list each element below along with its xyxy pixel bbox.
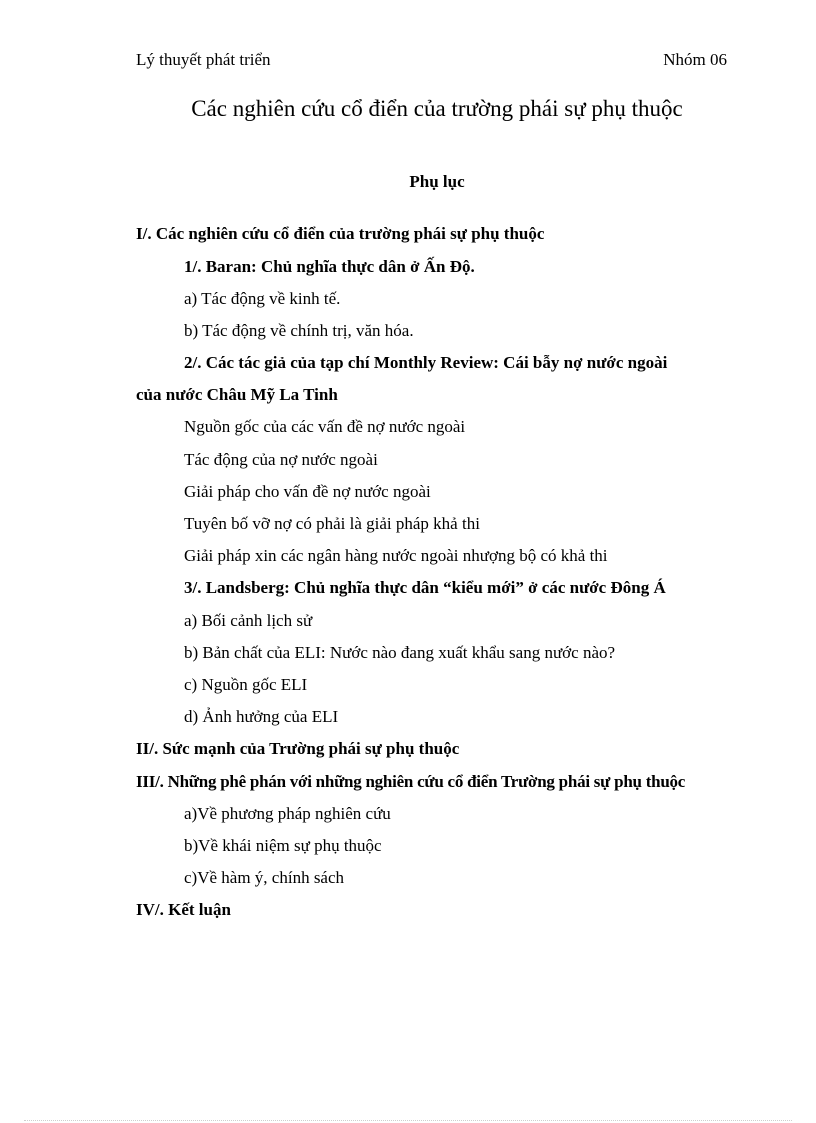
list-item: Giải pháp cho vấn đề nợ nước ngoài — [184, 482, 431, 501]
section-1-2-heading: 2/. Các tác giả của tạp chí Monthly Review: Cái bẫy nợ nước ngoài — [184, 353, 668, 372]
list-item: a) Tác động về kinh tế. — [184, 289, 341, 308]
list-item: Nguồn gốc của các vấn đề nợ nước ngoài — [184, 417, 466, 436]
list-item: b)Về khái niệm sự phụ thuộc — [184, 836, 382, 855]
list-item: d) Ảnh hưởng của ELI — [184, 707, 339, 726]
header-course-name: Lý thuyết phát triển — [136, 50, 271, 69]
list-item: c)Về hàm ý, chính sách — [184, 868, 345, 887]
list-item: c) Nguồn gốc ELI — [184, 675, 308, 694]
list-item: a)Về phương pháp nghiên cứu — [184, 804, 391, 823]
list-item: Tác động của nợ nước ngoài — [184, 450, 378, 469]
appendix-heading: Phụ lục — [409, 172, 465, 191]
document-title: Các nghiên cứu cổ điển của trường phái sự phụ thuộc — [191, 96, 683, 121]
section-1-heading: I/. Các nghiên cứu cổ điển của trường phái sự phụ thuộc — [136, 224, 545, 243]
list-item: b) Tác động về chính trị, văn hóa. — [184, 321, 414, 340]
section-1-1-heading: 1/. Baran: Chủ nghĩa thực dân ở Ấn Độ. — [184, 257, 475, 276]
section-3-heading: III/. Những phê phán với những nghiên cứu cổ điển Trường phái sự phụ thuộc — [136, 772, 686, 791]
header-group-name: Nhóm 06 — [663, 50, 727, 69]
page-bottom-divider — [24, 1120, 792, 1121]
section-1-2-heading-continued: của nước Châu Mỹ La Tinh — [136, 385, 338, 404]
section-1-3-heading: 3/. Landsberg: Chủ nghĩa thực dân “kiểu mới” ở các nước Đông Á — [184, 578, 666, 597]
section-2-heading: II/. Sức mạnh của Trường phái sự phụ thuộc — [136, 739, 460, 758]
list-item: Giải pháp xin các ngân hàng nước ngoài nhượng bộ có khả thi — [184, 546, 608, 565]
list-item: b) Bản chất của ELI: Nước nào đang xuất khẩu sang nước nào? — [184, 643, 616, 662]
list-item: Tuyên bố vỡ nợ có phải là giải pháp khả thi — [184, 514, 480, 533]
list-item: a) Bối cảnh lịch sử — [184, 611, 313, 630]
section-4-heading: IV/. Kết luận — [136, 900, 231, 919]
